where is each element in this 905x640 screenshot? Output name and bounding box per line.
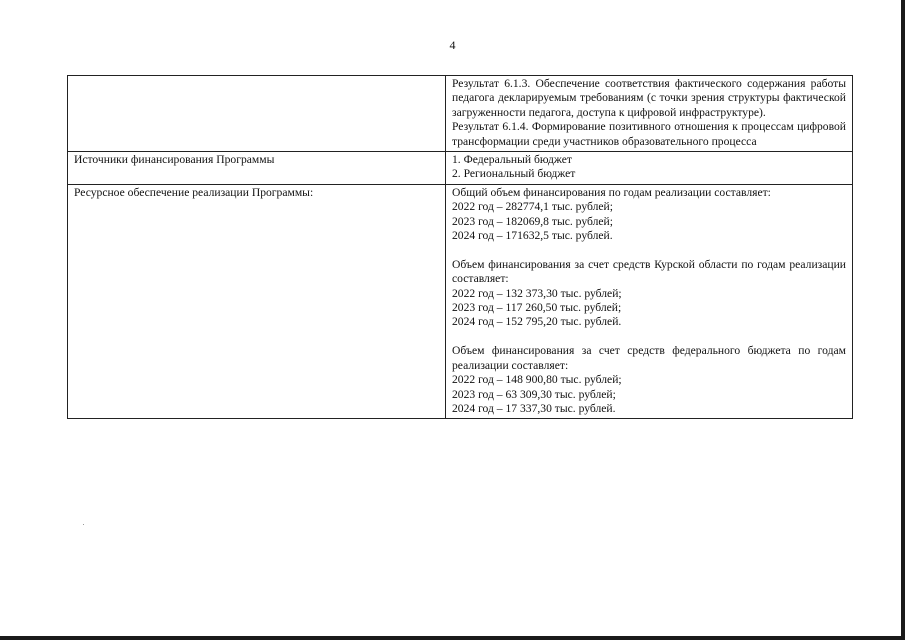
paragraph-gap [452, 243, 846, 257]
page-number: 4 [449, 38, 456, 52]
row-label: Источники финансирования Программы [68, 152, 446, 185]
row-label [68, 76, 446, 152]
funding-intro: Общий объем финансирования по годам реализации составляет: [452, 185, 771, 199]
scan-frame-bottom-edge [0, 636, 905, 640]
scan-speck [83, 524, 84, 525]
row-content [446, 184, 853, 418]
funding-source-federal: 1. Федеральный бюджет [452, 153, 572, 167]
funding-year-line: 2024 год – 171632,5 тыс. рублей. [452, 229, 613, 243]
result-6-1-3: Результат 6.1.3. Обеспечение соответствия фактического содержания работы педагога декларируемым требованиям (с точки зрения структуры фактической загруженности педагога, доступа к цифровой инфраструктуре). [452, 77, 846, 119]
funding-year-line: 2022 год – 282774,1 тыс. рублей; [452, 200, 613, 214]
funding-block-total [452, 186, 846, 244]
table-row-resource-provision [68, 184, 853, 418]
funding-block-kursk-region [452, 258, 846, 330]
funding-year-line: 2022 год – 132 373,30 тыс. рублей; [452, 286, 622, 300]
funding-block-federal [452, 344, 846, 416]
funding-year-line: 2023 год – 63 309,30 тыс. рублей; [452, 387, 616, 401]
table-row-results [68, 76, 853, 152]
row-content [446, 76, 853, 152]
row-content [446, 152, 853, 185]
funding-year-line: 2024 год – 17 337,30 тыс. рублей. [452, 401, 616, 415]
funding-year-line: 2023 год – 117 260,50 тыс. рублей; [452, 301, 622, 315]
funding-year-line: 2022 год – 148 900,80 тыс. рублей; [452, 373, 622, 387]
scan-frame-right-edge [901, 0, 905, 640]
row-label: Ресурсное обеспечение реализации Программы: [68, 184, 446, 418]
paragraph-gap [452, 330, 846, 344]
funding-source-regional: 2. Региональный бюджет [452, 167, 576, 181]
funding-year-line: 2024 год – 152 795,20 тыс. рублей. [452, 315, 622, 329]
funding-intro: Объем финансирования за счет средств федерального бюджета по годам реализации составляет: [452, 344, 846, 372]
result-6-1-4: Результат 6.1.4. Формирование позитивного отношения к процессам цифровой трансформации среди участников образовательного процесса [452, 120, 846, 148]
table-row-funding-sources [68, 152, 853, 185]
funding-intro: Объем финансирования за счет средств Курской области по годам реализации составляет: [452, 257, 846, 286]
funding-year-line: 2023 год – 182069,8 тыс. рублей; [452, 214, 613, 228]
program-passport-table [67, 75, 853, 419]
